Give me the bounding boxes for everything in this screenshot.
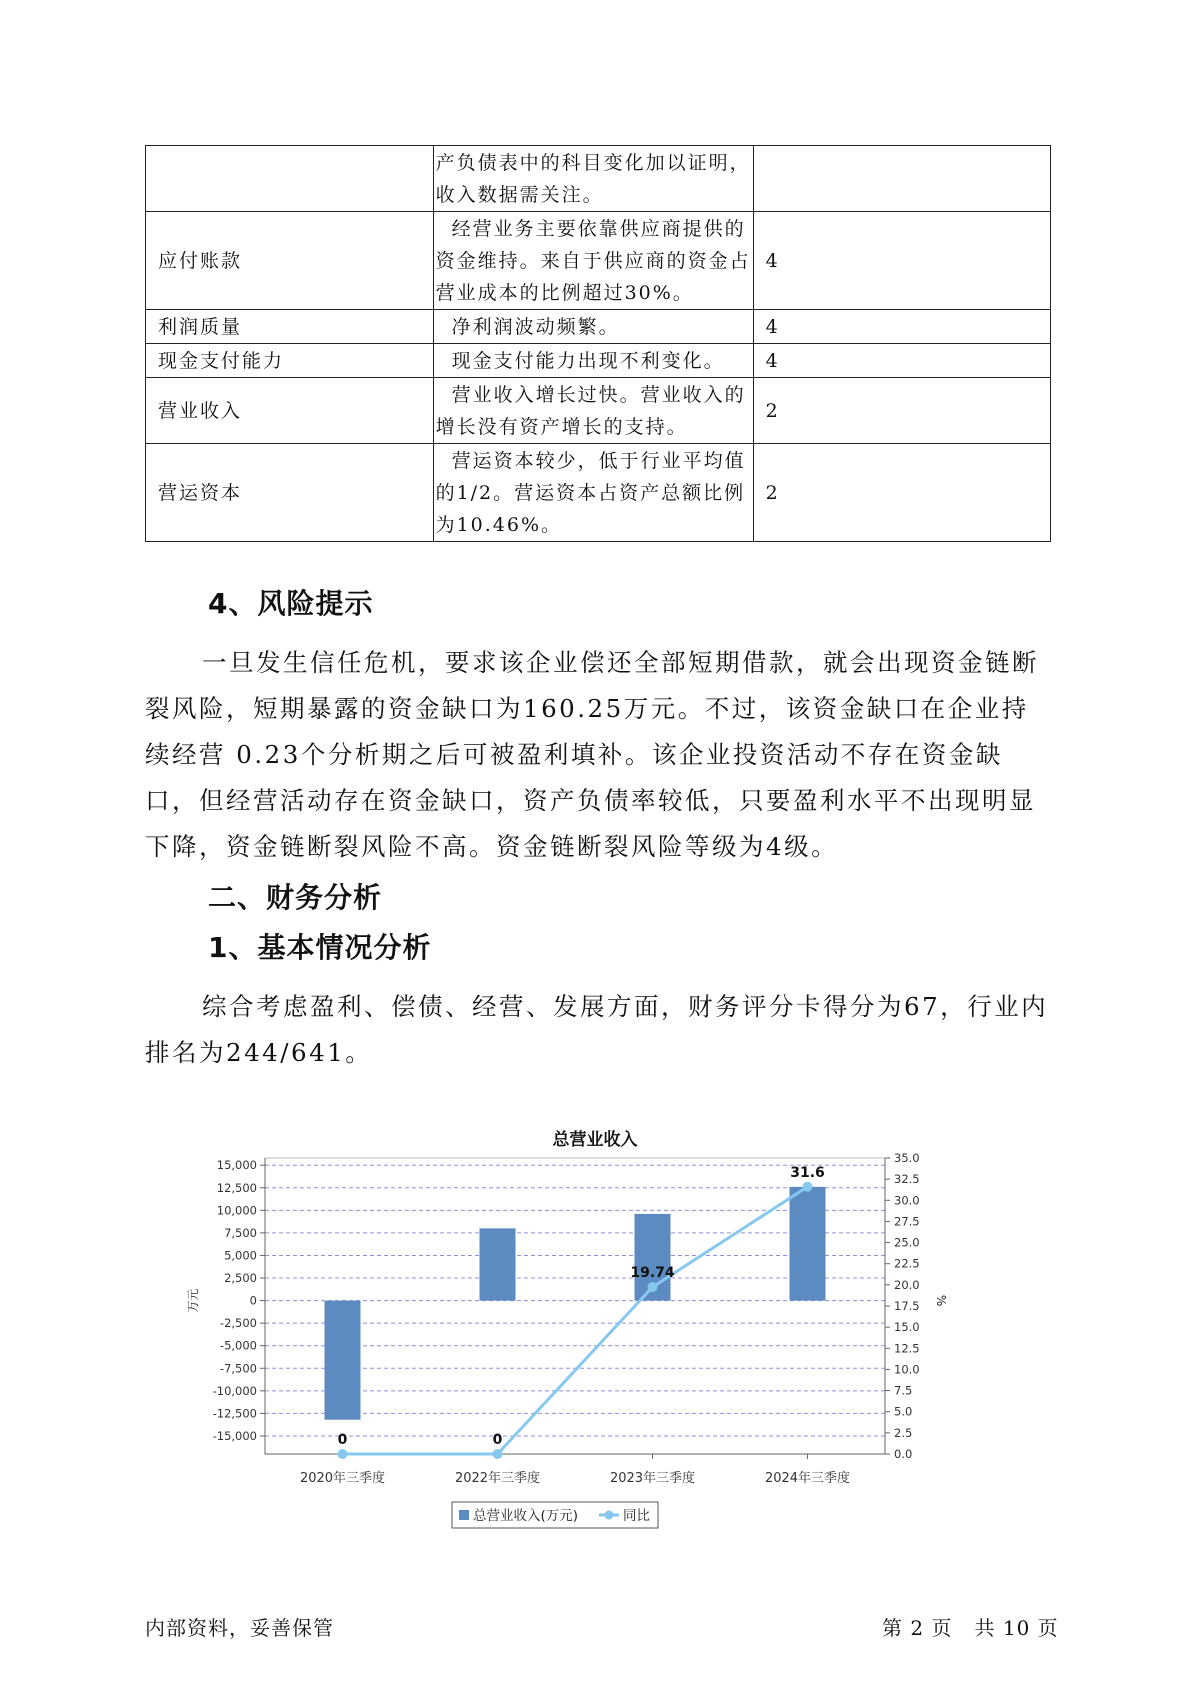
risk-description	[433, 212, 753, 310]
risk-item: 应付账款	[146, 212, 434, 310]
risk-paragraph: 一旦发生信任危机，要求该企业偿还全部短期借款，就会出现资金链断裂风险，短期暴露的资金缺口为160.25万元。不过，该资金缺口在企业持续经营 0.23个分析期之后可被盈利填补。该企业投资活动不存在资金缺口，但经营活动存在资金缺口，资产负债率较低，只要盈利水平不出现明显下降，资金链断裂风险不高。资金链断裂风险等级为4级。	[145, 648, 1039, 861]
x-tick-label: 2022年三季度	[454, 1471, 541, 1486]
risk-table-row	[146, 146, 1051, 212]
y-tick-label: 5,000	[224, 1248, 257, 1263]
chart-title: 总营业收入	[552, 1130, 638, 1150]
y-tick-label: -7,500	[219, 1361, 257, 1376]
y-tick-label: -10,000	[212, 1383, 257, 1398]
risk-item: 利润质量	[146, 310, 434, 344]
legend-line-label: 同比	[623, 1508, 650, 1524]
basic-heading: 1、基本情况分析	[208, 931, 432, 964]
risk-description-line: 资金维持。来自于供应商的资金占	[435, 249, 751, 272]
risk-description	[433, 378, 753, 444]
risk-table-row	[146, 344, 1051, 378]
y2-tick-label: 5.0	[894, 1404, 913, 1419]
risk-level: 4	[753, 344, 1050, 378]
y2-tick-label: 15.0	[894, 1320, 920, 1335]
y2-axis-label: %	[934, 1294, 948, 1307]
risk-table	[145, 145, 1051, 542]
y-tick-label: 2,500	[224, 1271, 257, 1286]
risk-table-row	[146, 310, 1051, 344]
y-tick-label: 10,000	[216, 1203, 257, 1218]
y-axis-label: 万元	[186, 1288, 200, 1313]
y2-tick-label: 10.0	[894, 1362, 920, 1377]
revenue-bar	[480, 1228, 516, 1300]
y2-tick-label: 25.0	[894, 1235, 920, 1250]
yoy-point	[803, 1182, 813, 1192]
risk-table-row	[146, 444, 1051, 542]
y-tick-label: 15,000	[216, 1158, 257, 1173]
finance-heading: 二、财务分析	[208, 881, 383, 914]
y2-tick-label: 27.5	[894, 1214, 920, 1229]
risk-description-line: 营业收入增长过快。营业收入的	[435, 383, 746, 406]
revenue-bar	[790, 1187, 826, 1301]
y-tick-label: 7,500	[224, 1225, 257, 1240]
risk-table-row	[146, 212, 1051, 310]
basic-paragraph: 综合考虑盈利、偿债、经营、发展方面，财务评分卡得分为67，行业内排名为244/641。	[145, 992, 1049, 1067]
revenue-chart	[175, 1095, 1035, 1565]
y-tick-label: -15,000	[212, 1428, 257, 1443]
y-tick-label: 0	[249, 1293, 257, 1308]
risk-item: 现金支付能力	[146, 344, 434, 378]
y2-tick-label: 2.5	[894, 1425, 913, 1440]
risk-description-line: 为10.46%。	[435, 513, 563, 536]
y2-tick-label: 30.0	[894, 1193, 920, 1208]
yoy-data-label: 0	[337, 1432, 348, 1448]
risk-description	[433, 146, 753, 212]
yoy-data-label: 0	[492, 1432, 503, 1448]
risk-level: 4	[753, 212, 1050, 310]
risk-description-line: 营运资本较少，低于行业平均值	[435, 449, 746, 472]
yoy-point	[648, 1282, 658, 1292]
risk-level: 4	[753, 310, 1050, 344]
risk-description-line: 净利润波动频繁。	[435, 315, 620, 338]
y2-tick-label: 22.5	[894, 1256, 920, 1271]
x-tick-label: 2023年三季度	[609, 1471, 696, 1486]
yoy-data-label: 31.6	[790, 1164, 825, 1181]
y2-tick-label: 17.5	[894, 1299, 920, 1313]
risk-level	[753, 146, 1050, 212]
y-tick-label: -12,500	[212, 1406, 257, 1421]
risk-item	[146, 146, 434, 212]
risk-description-line: 营业成本的比例超过30%。	[435, 281, 694, 304]
risk-level: 2	[753, 444, 1050, 542]
y2-tick-label: 7.5	[894, 1383, 913, 1398]
risk-description-line: 经营业务主要依靠供应商提供的	[435, 217, 746, 240]
y-tick-label: 12,500	[216, 1180, 257, 1195]
risk-description-line: 产负债表中的科目变化加以证明，	[435, 151, 751, 174]
legend-bar-label: 总营业收入(万元)	[473, 1508, 579, 1524]
yoy-point	[338, 1449, 348, 1459]
y2-tick-label: 35.0	[894, 1151, 920, 1165]
risk-description-line: 现金支付能力出现不利变化。	[435, 349, 725, 372]
risk-description	[433, 344, 753, 378]
risk-item: 营业收入	[146, 378, 434, 444]
x-tick-label: 2020年三季度	[299, 1471, 386, 1486]
footer-page-number: 第 2 页 共 10 页	[882, 1616, 1059, 1640]
risk-description-line: 增长没有资产增长的支持。	[435, 415, 688, 438]
legend-line-marker	[605, 1511, 614, 1520]
risk-item: 营运资本	[146, 444, 434, 542]
risk-heading: 4、风险提示	[208, 587, 374, 620]
risk-description-line: 的1/2。营运资本占资产总额比例	[435, 481, 746, 504]
risk-table-row	[146, 378, 1051, 444]
y-tick-label: -2,500	[219, 1316, 257, 1331]
legend-bar-swatch	[459, 1510, 469, 1520]
y2-tick-label: 12.5	[894, 1341, 920, 1356]
y2-tick-label: 20.0	[894, 1277, 920, 1292]
y2-tick-label: 0.0	[894, 1447, 913, 1461]
risk-description-line: 收入数据需关注。	[435, 183, 604, 206]
yoy-point	[493, 1449, 503, 1459]
y2-tick-label: 32.5	[894, 1172, 920, 1187]
x-tick-label: 2024年三季度	[764, 1471, 851, 1486]
revenue-bar	[325, 1301, 361, 1420]
risk-description	[433, 310, 753, 344]
yoy-data-label: 19.74	[630, 1265, 675, 1282]
footer-left: 内部资料，妥善保管	[145, 1616, 334, 1640]
risk-level: 2	[753, 378, 1050, 444]
y-tick-label: -5,000	[219, 1338, 257, 1353]
risk-description	[433, 444, 753, 542]
